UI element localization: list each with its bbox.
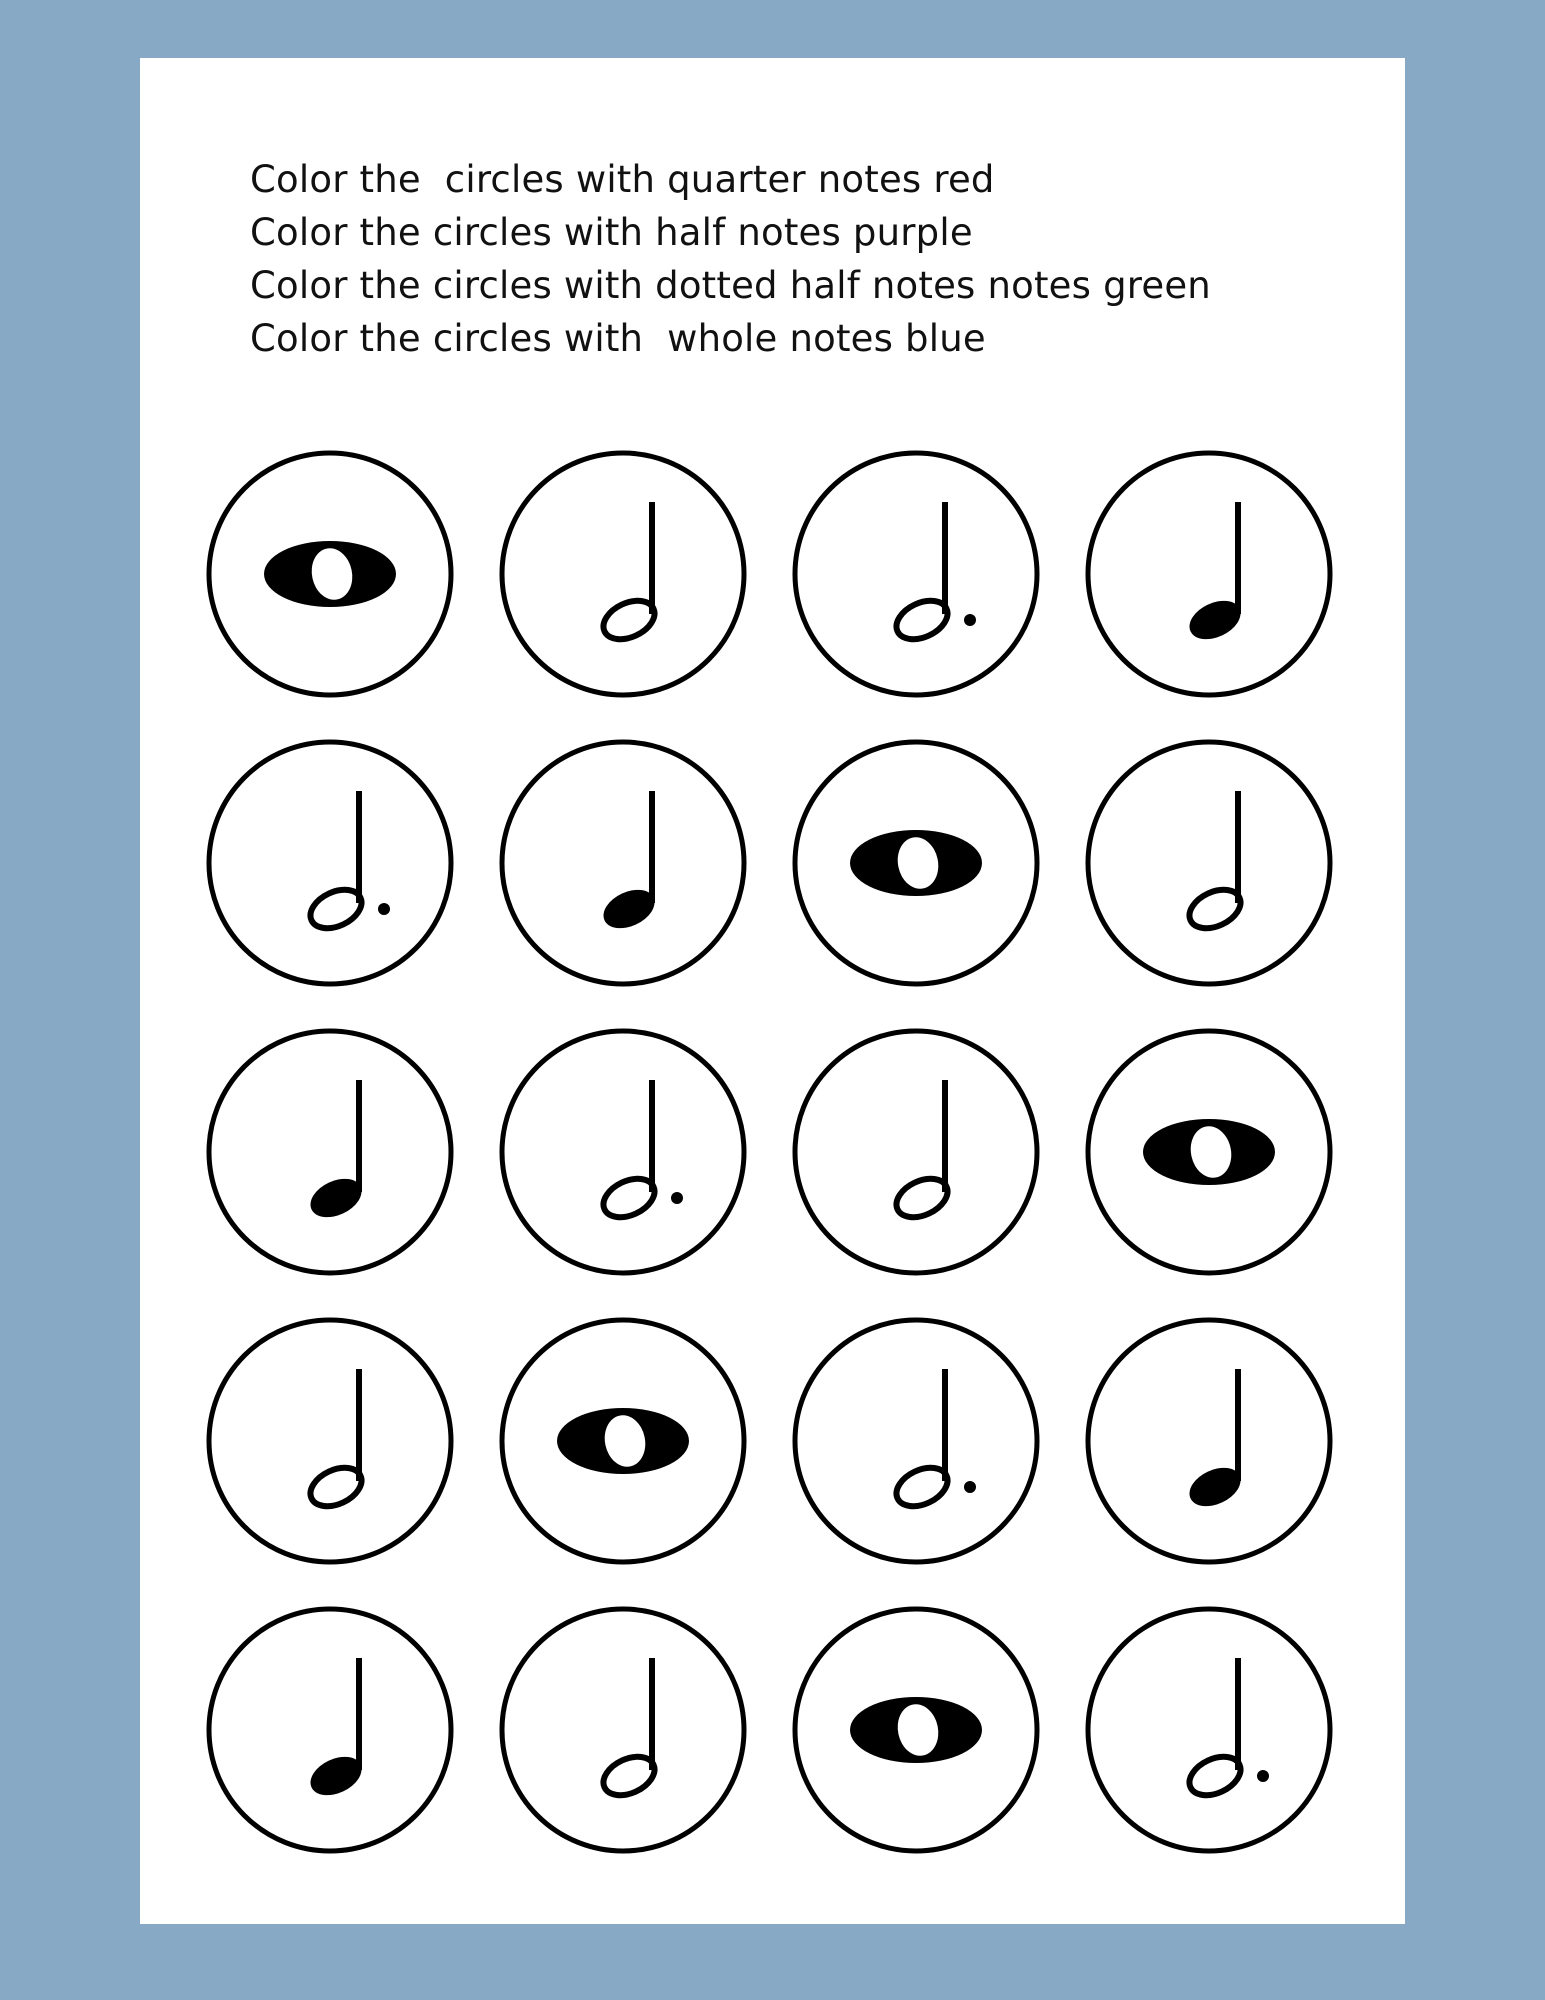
circle-outline	[795, 1320, 1037, 1562]
circle-outline	[502, 1031, 744, 1273]
note-circle-r5-c1[interactable]	[204, 1604, 456, 1856]
worksheet-page	[140, 58, 1405, 1924]
note-circle-r4-c2[interactable]	[497, 1315, 749, 1567]
circle-outline	[1088, 742, 1330, 984]
note-circle-r4-c1[interactable]	[204, 1315, 456, 1567]
note-circle-r2-c1[interactable]	[204, 737, 456, 989]
instruction-quarter-notes: Color the circles with quarter notes red	[250, 158, 995, 201]
whole-note-icon	[264, 541, 396, 607]
note-circle-r2-c4[interactable]	[1083, 737, 1335, 989]
note-circle-r1-c1[interactable]	[204, 448, 456, 700]
note-circle-r1-c2[interactable]	[497, 448, 749, 700]
circle-outline	[502, 742, 744, 984]
note-circle-r3-c2[interactable]	[497, 1026, 749, 1278]
whole-note-icon	[557, 1408, 689, 1474]
note-circle-r1-c3[interactable]	[790, 448, 1042, 700]
whole-note-icon	[850, 1697, 982, 1763]
note-circle-r3-c3[interactable]	[790, 1026, 1042, 1278]
circle-outline	[795, 453, 1037, 695]
instructions	[250, 153, 1211, 365]
whole-note-icon	[1143, 1119, 1275, 1185]
note-circle-r5-c2[interactable]	[497, 1604, 749, 1856]
note-circle-r3-c4[interactable]	[1083, 1026, 1335, 1278]
whole-note-icon	[850, 830, 982, 896]
circle-outline	[209, 1031, 451, 1273]
circle-outline	[795, 1031, 1037, 1273]
note-circle-r5-c4[interactable]	[1083, 1604, 1335, 1856]
instruction-half-notes: Color the circles with half notes purple	[250, 211, 973, 254]
circle-outline	[502, 1609, 744, 1851]
note-circle-r2-c2[interactable]	[497, 737, 749, 989]
note-circle-r4-c4[interactable]	[1083, 1315, 1335, 1567]
circle-outline	[209, 1609, 451, 1851]
instruction-whole-notes: Color the circles with whole notes blue	[250, 317, 986, 360]
note-circle-r1-c4[interactable]	[1083, 448, 1335, 700]
circle-outline	[502, 453, 744, 695]
note-circle-r5-c3[interactable]	[790, 1604, 1042, 1856]
instruction-dotted-half-notes: Color the circles with dotted half notes notes green	[250, 264, 1211, 307]
circle-outline	[209, 1320, 451, 1562]
note-circle-r3-c1[interactable]	[204, 1026, 456, 1278]
circle-outline	[1088, 453, 1330, 695]
circle-outline	[1088, 1609, 1330, 1851]
note-circle-r2-c3[interactable]	[790, 737, 1042, 989]
circle-outline	[209, 742, 451, 984]
note-circle-grid	[204, 448, 1324, 1898]
circle-outline	[1088, 1320, 1330, 1562]
note-circle-r4-c3[interactable]	[790, 1315, 1042, 1567]
